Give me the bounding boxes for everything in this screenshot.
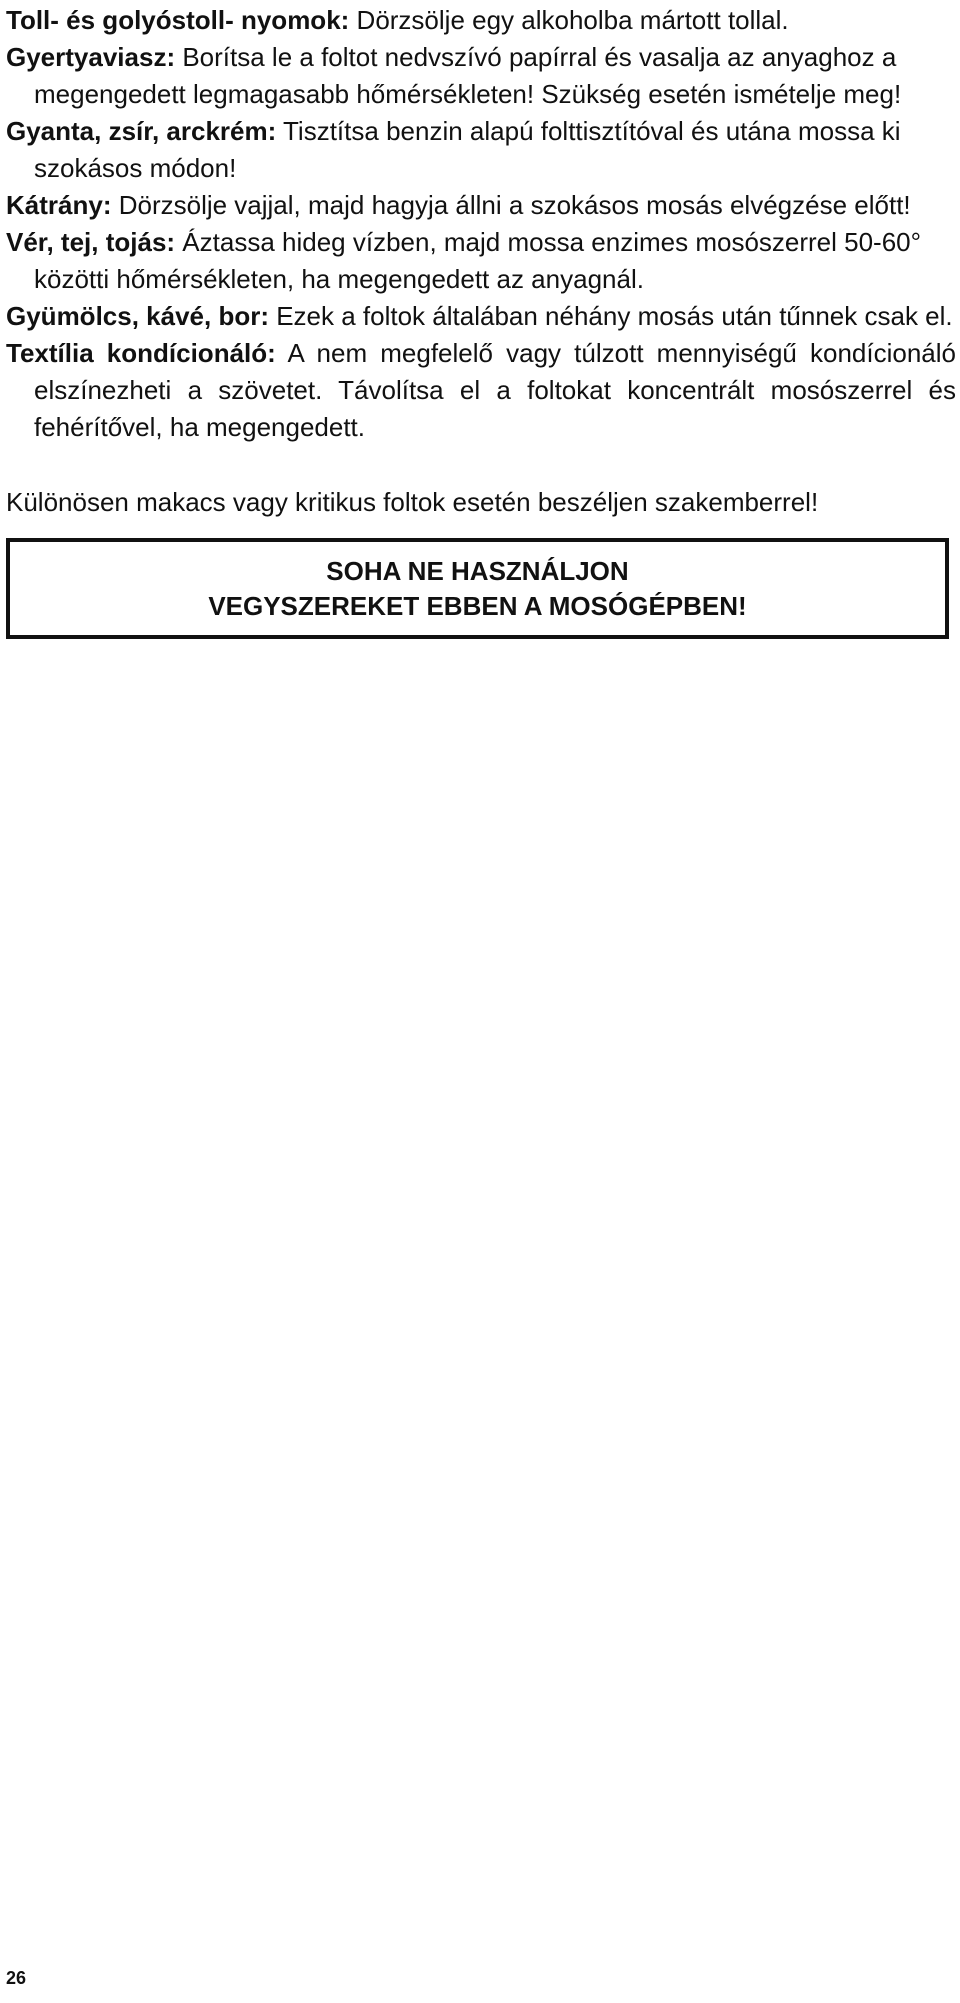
stain-item-tar (6, 187, 956, 224)
stain-term: Gyanta, zsír, arckrém: (6, 116, 277, 146)
stain-instruction: A nem megfelelő vagy túlzott mennyiségű kondícionáló elszínezheti a szövetet. Távolítsa el a foltokat koncentrált mosószerrel és fehérítővel, ha megengedett. (34, 338, 956, 442)
stain-instruction: Ezek a foltok általában néhány mosás után tűnnek csak el. (268, 301, 953, 331)
stain-item-fabric-softener (6, 335, 956, 446)
stain-term: Toll- és golyóstoll- nyomok: (6, 5, 350, 35)
expert-advice-note: Különösen makacs vagy kritikus foltok esetén beszéljen szakemberrel! (6, 487, 819, 517)
stain-instruction: Dörzsölje vajjal, majd hagyja állni a szokásos mosás elvégzése előtt! (111, 190, 911, 220)
stain-term: Textília kondícionáló: (6, 338, 276, 368)
stain-term: Kátrány: (6, 190, 112, 220)
chemical-warning-box (6, 538, 949, 639)
warning-line-1: SOHA NE HASZNÁLJON (326, 555, 629, 586)
warning-line-2: VEGYSZEREKET EBBEN A MOSÓGÉPBEN! (208, 590, 747, 621)
stain-instruction: Áztassa hideg vízben, majd mossa enzimes mosószerrel 50-60° közötti hőmérsékleten, ha megengedett az anyagnál. (34, 227, 922, 294)
stain-item-candle-wax (6, 39, 956, 113)
stain-item-resin-grease (6, 113, 956, 187)
stain-instruction: Dörzsölje egy alkoholba mártott tollal. (349, 5, 789, 35)
stain-removal-section (6, 2, 956, 639)
stain-item-pen (6, 2, 956, 39)
stain-list (6, 2, 956, 446)
stain-instruction: Borítsa le a foltot nedvszívó papírral és vasalja az anyaghoz a megengedett legmagasabb hőmérsékleten! Szükség esetén ismételje meg! (34, 42, 902, 109)
stain-instruction: Tisztítsa benzin alapú folttisztítóval és utána mossa ki szokásos módon! (34, 116, 901, 183)
stain-term: Vér, tej, tojás: (6, 227, 176, 257)
stain-item-blood-milk-egg (6, 224, 956, 298)
page-number: 26 (6, 1968, 27, 1988)
stain-term: Gyümölcs, kávé, bor: (6, 301, 269, 331)
stain-item-fruit-coffee-wine (6, 298, 956, 335)
stain-term: Gyertyaviasz: (6, 42, 176, 72)
